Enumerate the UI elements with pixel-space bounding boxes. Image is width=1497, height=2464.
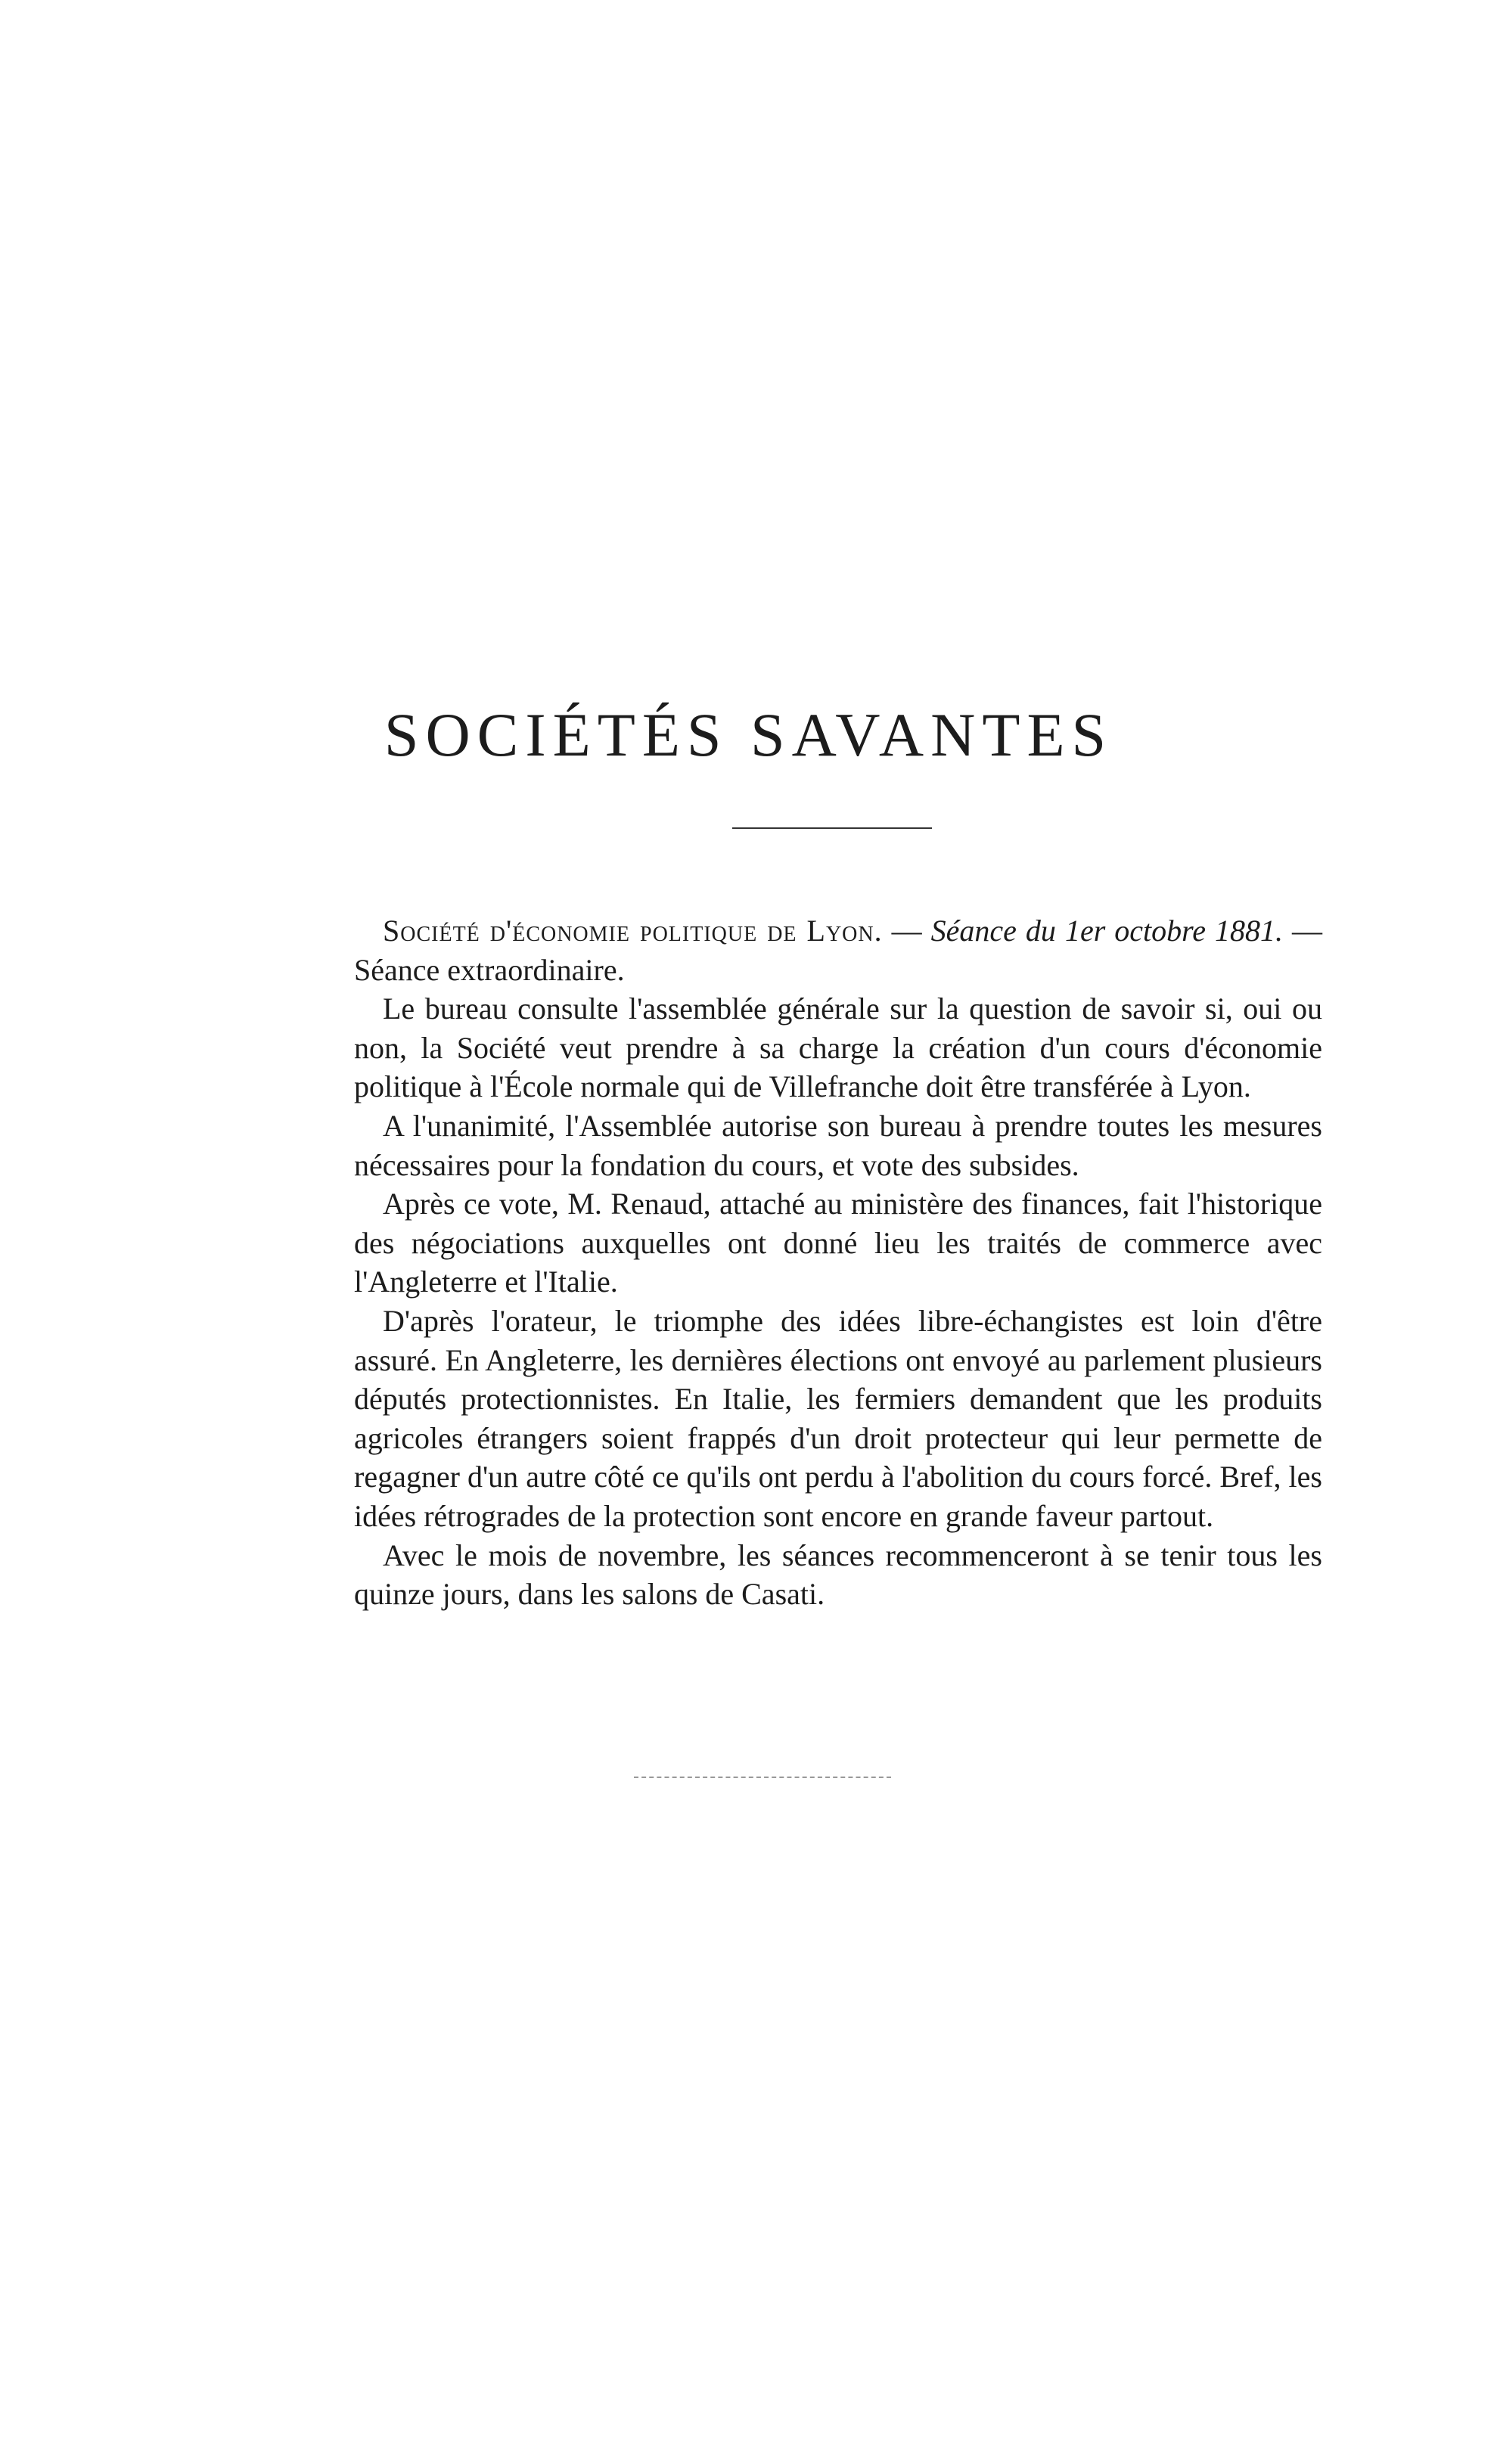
- session-subtitle: Séance extraordinaire.: [354, 952, 625, 987]
- paragraph: D'après l'orateur, le triomphe des idées libre-échangistes est loin d'être assuré. En Angleterre, les dernières élections ont envoyé au parlement plusieurs députés protectionnistes. En Italie, les fermiers demandent que les produits agricoles étrangers soient frappés d'un droit protecteur qui leur permette de regagner d'un autre côté ce qu'ils ont perdu à l'abolition du cours forcé. Bref, les idées rétrogrades de la protection sont encore en grande faveur partout.: [354, 1303, 1322, 1533]
- title-divider: [732, 827, 932, 829]
- heading-dash-2: —: [1282, 914, 1322, 948]
- heading-dash-1: —: [882, 914, 931, 948]
- paragraph: Le bureau consulte l'assemblée générale sur la question de savoir si, oui ou non, la Société veut prendre à sa charge la création d'un cours d'économie politique à l'École normale qui de Villefranche doit être transférée à Lyon.: [354, 991, 1322, 1104]
- article-heading: [354, 911, 1322, 989]
- paragraph: Après ce vote, M. Renaud, attaché au ministère des finances, fait l'historique des négociations auxquelles ont donné lieu les traités de commerce avec l'Angleterre et l'Italie.: [354, 1187, 1322, 1299]
- article-body: [354, 911, 1322, 1614]
- paragraph: A l'unanimité, l'Assemblée autorise son bureau à prendre toutes les mesures nécessaires pour la fondation du cours, et vote des subsides.: [354, 1108, 1322, 1182]
- section-title: SOCIÉTÉS SAVANTES: [384, 700, 1113, 769]
- end-divider: [634, 1777, 891, 1778]
- paragraph: Avec le mois de novembre, les séances recommenceront à se tenir tous les quinze jours, dans les salons de Casati.: [354, 1538, 1322, 1612]
- session-date: Séance du 1er octobre 1881.: [930, 914, 1283, 948]
- society-name: Société d'économie politique de Lyon.: [383, 914, 883, 948]
